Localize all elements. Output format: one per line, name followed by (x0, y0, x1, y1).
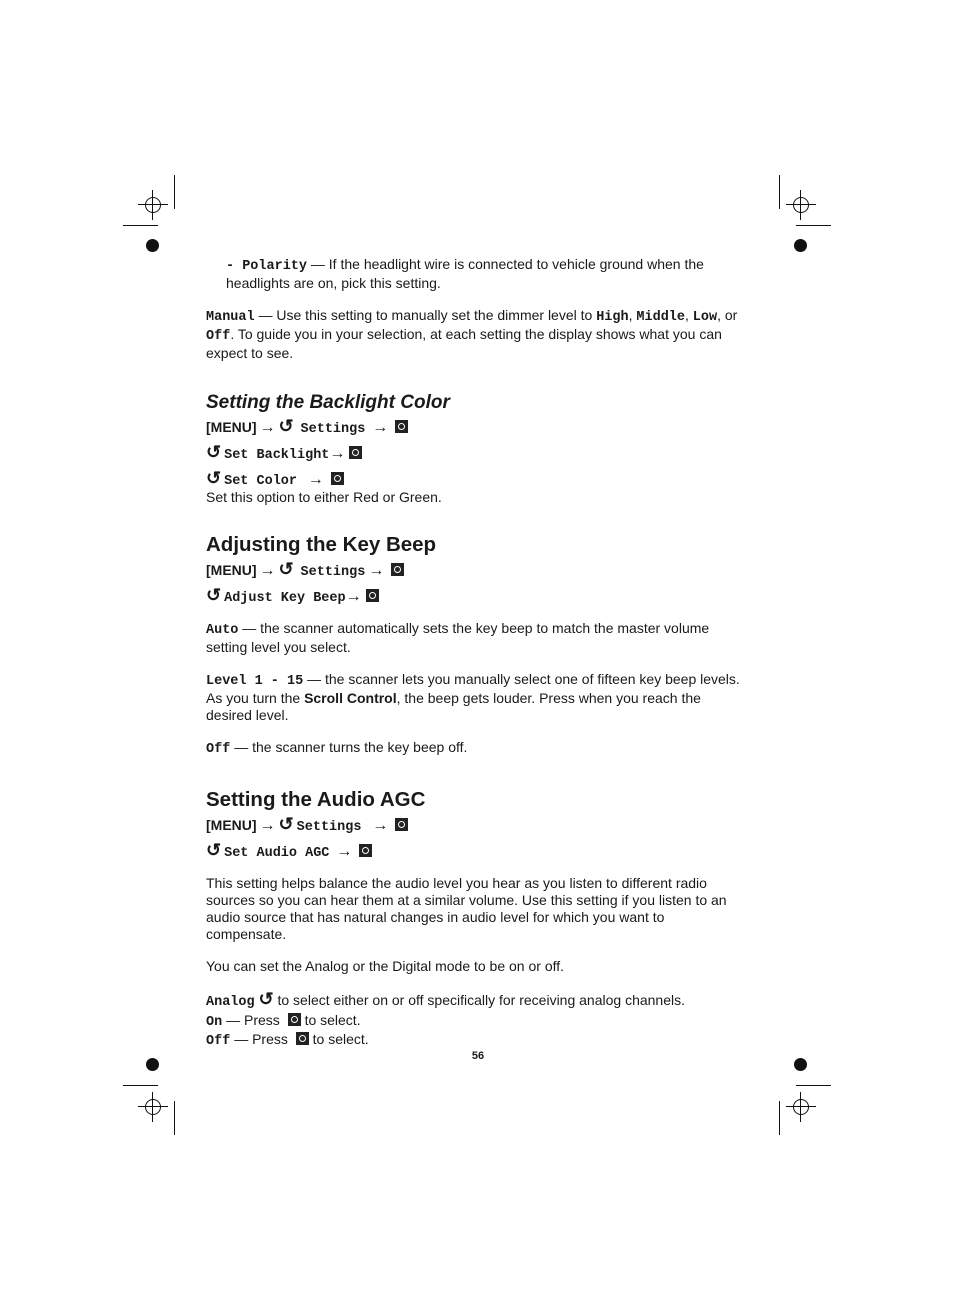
menu-item-set-audio-agc: Set Audio AGC (224, 846, 330, 861)
crop-mark (174, 1101, 175, 1135)
registration-mark-icon (786, 190, 816, 220)
registration-dot-icon (794, 1058, 807, 1071)
page-content (206, 256, 746, 1050)
manual-paragraph (206, 307, 746, 362)
menu-key: [MENU] (206, 562, 257, 578)
registration-dot-icon (146, 1058, 159, 1071)
select-knob-icon (296, 1032, 309, 1045)
arrow-icon: → (372, 817, 389, 834)
separator: , (628, 307, 637, 323)
arrow-icon: → (307, 471, 324, 488)
off-text: to select. (312, 1031, 369, 1047)
select-knob-icon (349, 446, 362, 459)
level-paragraph (206, 671, 746, 724)
manual-text: — Use this setting to manually set the dimmer level to (254, 307, 597, 323)
option-high: High (596, 310, 629, 325)
rotate-icon: ↺ (278, 416, 294, 436)
rotate-icon: ↺ (278, 814, 294, 834)
nav-path-backlight (206, 415, 746, 493)
agc-paragraph-2: You can set the Analog or the Digital mode to be on or off. (206, 958, 565, 974)
crop-mark (123, 1085, 158, 1086)
select-knob-icon (359, 844, 372, 857)
polarity-term: - Polarity (226, 259, 308, 274)
crop-mark (123, 225, 158, 226)
select-knob-icon (288, 1013, 301, 1026)
analog-line (206, 990, 746, 1012)
rotate-icon: ↺ (206, 468, 222, 488)
menu-item-adjust-key-beep: Adjust Key Beep (224, 591, 346, 606)
off-paragraph (206, 739, 746, 758)
off-line (206, 1031, 746, 1050)
manual-term: Manual (206, 310, 255, 325)
arrow-icon: → (368, 562, 385, 579)
arrow-icon: → (372, 419, 389, 436)
separator: , (685, 307, 693, 323)
registration-mark-icon (786, 1092, 816, 1122)
manual-text: , or (717, 307, 738, 323)
backlight-description: Set this option to either Red or Green. (206, 489, 442, 505)
registration-mark-icon (138, 1092, 168, 1122)
arrow-icon: → (336, 843, 353, 860)
nav-path-key-beep (206, 558, 746, 610)
menu-item-settings: Settings (296, 820, 362, 835)
crop-mark (796, 225, 831, 226)
arrow-icon: → (345, 588, 362, 605)
option-off: Off (206, 742, 231, 757)
menu-key: [MENU] (206, 817, 257, 833)
page-number: 56 (471, 1050, 485, 1062)
rotate-icon: ↺ (258, 989, 274, 1009)
option-on: On (206, 1015, 223, 1030)
select-knob-icon (331, 472, 344, 485)
nav-path-audio-agc (206, 813, 746, 865)
manual-text: . To guide you in your selection, at each setting the display shows what you can expect to see. (206, 326, 722, 361)
option-middle: Middle (636, 310, 685, 325)
arrow-icon: → (259, 817, 276, 834)
crop-mark (796, 1085, 831, 1086)
on-text: — Press (222, 1012, 284, 1028)
section-title-key-beep: Adjusting the Key Beep (206, 533, 437, 556)
option-analog: Analog (206, 995, 255, 1010)
rotate-icon: ↺ (206, 442, 222, 462)
section-title-backlight: Setting the Backlight Color (206, 392, 450, 413)
on-line (206, 1012, 746, 1031)
crop-mark (174, 175, 175, 209)
registration-dot-icon (794, 239, 807, 252)
option-off: Off (206, 1034, 231, 1049)
select-knob-icon (395, 420, 408, 433)
crop-mark (779, 1101, 780, 1135)
menu-item-settings: Settings (300, 565, 366, 580)
arrow-icon: → (259, 419, 276, 436)
auto-text: — the scanner automatically sets the key beep to match the master volume setting level you select. (206, 620, 710, 655)
auto-paragraph (206, 620, 746, 656)
agc-paragraph-1: This setting helps balance the audio level you hear as you listen to different radio sources so you can hear them at a similar volume. Use this setting if you listen to an audio source that has natural changes in audio level for which you want to compensate. (206, 875, 727, 942)
menu-item-settings: Settings (300, 422, 366, 437)
select-knob-icon (366, 589, 379, 602)
crop-mark (779, 175, 780, 209)
arrow-icon: → (259, 562, 276, 579)
off-text: — Press (230, 1031, 292, 1047)
select-knob-icon (395, 818, 408, 831)
polarity-paragraph (206, 256, 746, 292)
rotate-icon: ↺ (206, 585, 222, 605)
option-off: Off (206, 329, 231, 344)
option-level: Level 1 - 15 (206, 674, 304, 689)
on-text: to select. (304, 1012, 361, 1028)
off-text: — the scanner turns the key beep off. (230, 739, 468, 755)
rotate-icon: ↺ (206, 840, 222, 860)
registration-dot-icon (146, 239, 159, 252)
option-auto: Auto (206, 623, 239, 638)
rotate-icon: ↺ (278, 559, 294, 579)
menu-item-set-color: Set Color (224, 474, 298, 489)
analog-text: to select either on or off specifically for receiving analog channels. (273, 992, 686, 1008)
level-text: — the scanner lets you manually select one of fifteen key beep levels. As you turn the (206, 671, 740, 706)
polarity-text: — If the headlight wire is connected to vehicle ground when the headlights are on, pick this setting. (226, 256, 704, 291)
registration-mark-icon (138, 190, 168, 220)
option-low: Low (692, 310, 718, 325)
select-knob-icon (391, 563, 404, 576)
section-title-audio-agc: Setting the Audio AGC (206, 788, 426, 811)
scroll-control-label: Scroll Control (304, 690, 397, 706)
menu-key: [MENU] (206, 419, 257, 435)
level-text: , the beep gets louder. Press when you reach the desired level. (206, 690, 701, 723)
arrow-icon: → (329, 445, 346, 462)
menu-item-set-backlight: Set Backlight (224, 448, 330, 463)
